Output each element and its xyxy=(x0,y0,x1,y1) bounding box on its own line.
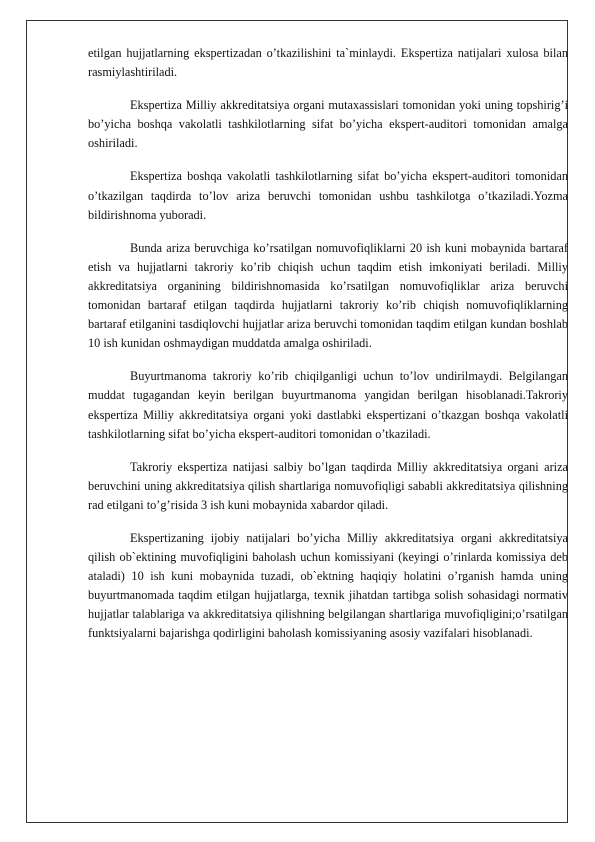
paragraph: Ekspertizaning ijobiy natijalari bo’yicha Milliy akkreditatsiya organi akkreditatsiya qilish ob`ektining muvofiqligini baholash uchun komissiyani (keyingi o’rinlarda komissiya deb ataladi) 10 ish kuni mobaynida tuzadi, ob`ektning haqiqiy holatini o’rganish hamda uning buyurtmanomada taqdim etilgan hujjatlarga, texnik jihatdan tartibga solish sohasidagi normativ hujjatlar talablariga va akkreditatsiya qilishning belgilangan shartlariga muvofiqligini;o’rsatilgan funktsiyalarni bajarishga qodirligini baholash komissiyaning asosiy vazifalari hisoblanadi. xyxy=(88,530,568,641)
paragraph: Bunda ariza beruvchiga ko’rsatilgan nomuvofiqliklarni 20 ish kuni mobaynida bartaraf etish va hujjatlarni takroriy ko’rib chiqish uchun taqdim etish imkoniyati beriladi. Milliy akkreditatsiya organining bildirishnomasida ko’rsatilgan nomuvofiqliklar ariza beruvchi tomonidan bartaraf etilgan taqdirda hujjatlarni takroriy ko’rib chiqish nomuvofiqliklarning bartaraf etilganini tasdiqlovchi hujjatlar ariza beruvchi tomonidan taqdim etilgan kundan boshlab 10 ish kunidan oshmaydigan muddatda amalga oshiriladi. xyxy=(88,240,568,351)
paragraph: Ekspertiza boshqa vakolatli tashkilotlarning sifat bo’yicha ekspert-auditori tomonidan o’tkazilgan taqdirda to’lov ariza beruvchi tomonidan ushbu tashkilotga o’tkaziladi.Yozma bildirishnoma yuboradi. xyxy=(88,169,568,222)
paragraph: Buyurtmanoma takroriy ko’rib chiqilganligi uchun to’lov undirilmaydi. Belgilangan muddat tugagandan keyin berilgan buyurtmanoma yangidan berilgan hisoblanadi.Takroriy ekspertiza Milliy akkreditatsiya organi yoki dastlabki ekspertizani o’tkazgan boshqa vakolatli tashkilotlarning sifat bo’yicha ekspert-auditori tomonidan o’tkaziladi. xyxy=(88,369,568,441)
document-body xyxy=(88,44,568,658)
paragraph: Ekspertiza Milliy akkreditatsiya organi mutaxassislari tomonidan yoki uning topshirig’i bo’yicha boshqa vakolatli tashkilotlarning sifat bo’yicha ekspert-auditori tomonidan amalga oshiriladi. xyxy=(88,98,568,151)
paragraph: Takroriy ekspertiza natijasi salbiy bo’lgan taqdirda Milliy akkreditatsiya organi ariza beruvchini uning akkreditatsiya qilish shartlariga nomuvofiqligi sababli akkreditatsiya qilishning rad etilgani to’g’risida 3 ish kuni mobaynida xabardor qiladi. xyxy=(88,459,568,512)
paragraph: etilgan hujjatlarning ekspertizadan o’tkazilishini ta`minlaydi. Ekspertiza natijalari xulosa bilan rasmiylashtiriladi. xyxy=(88,46,568,80)
